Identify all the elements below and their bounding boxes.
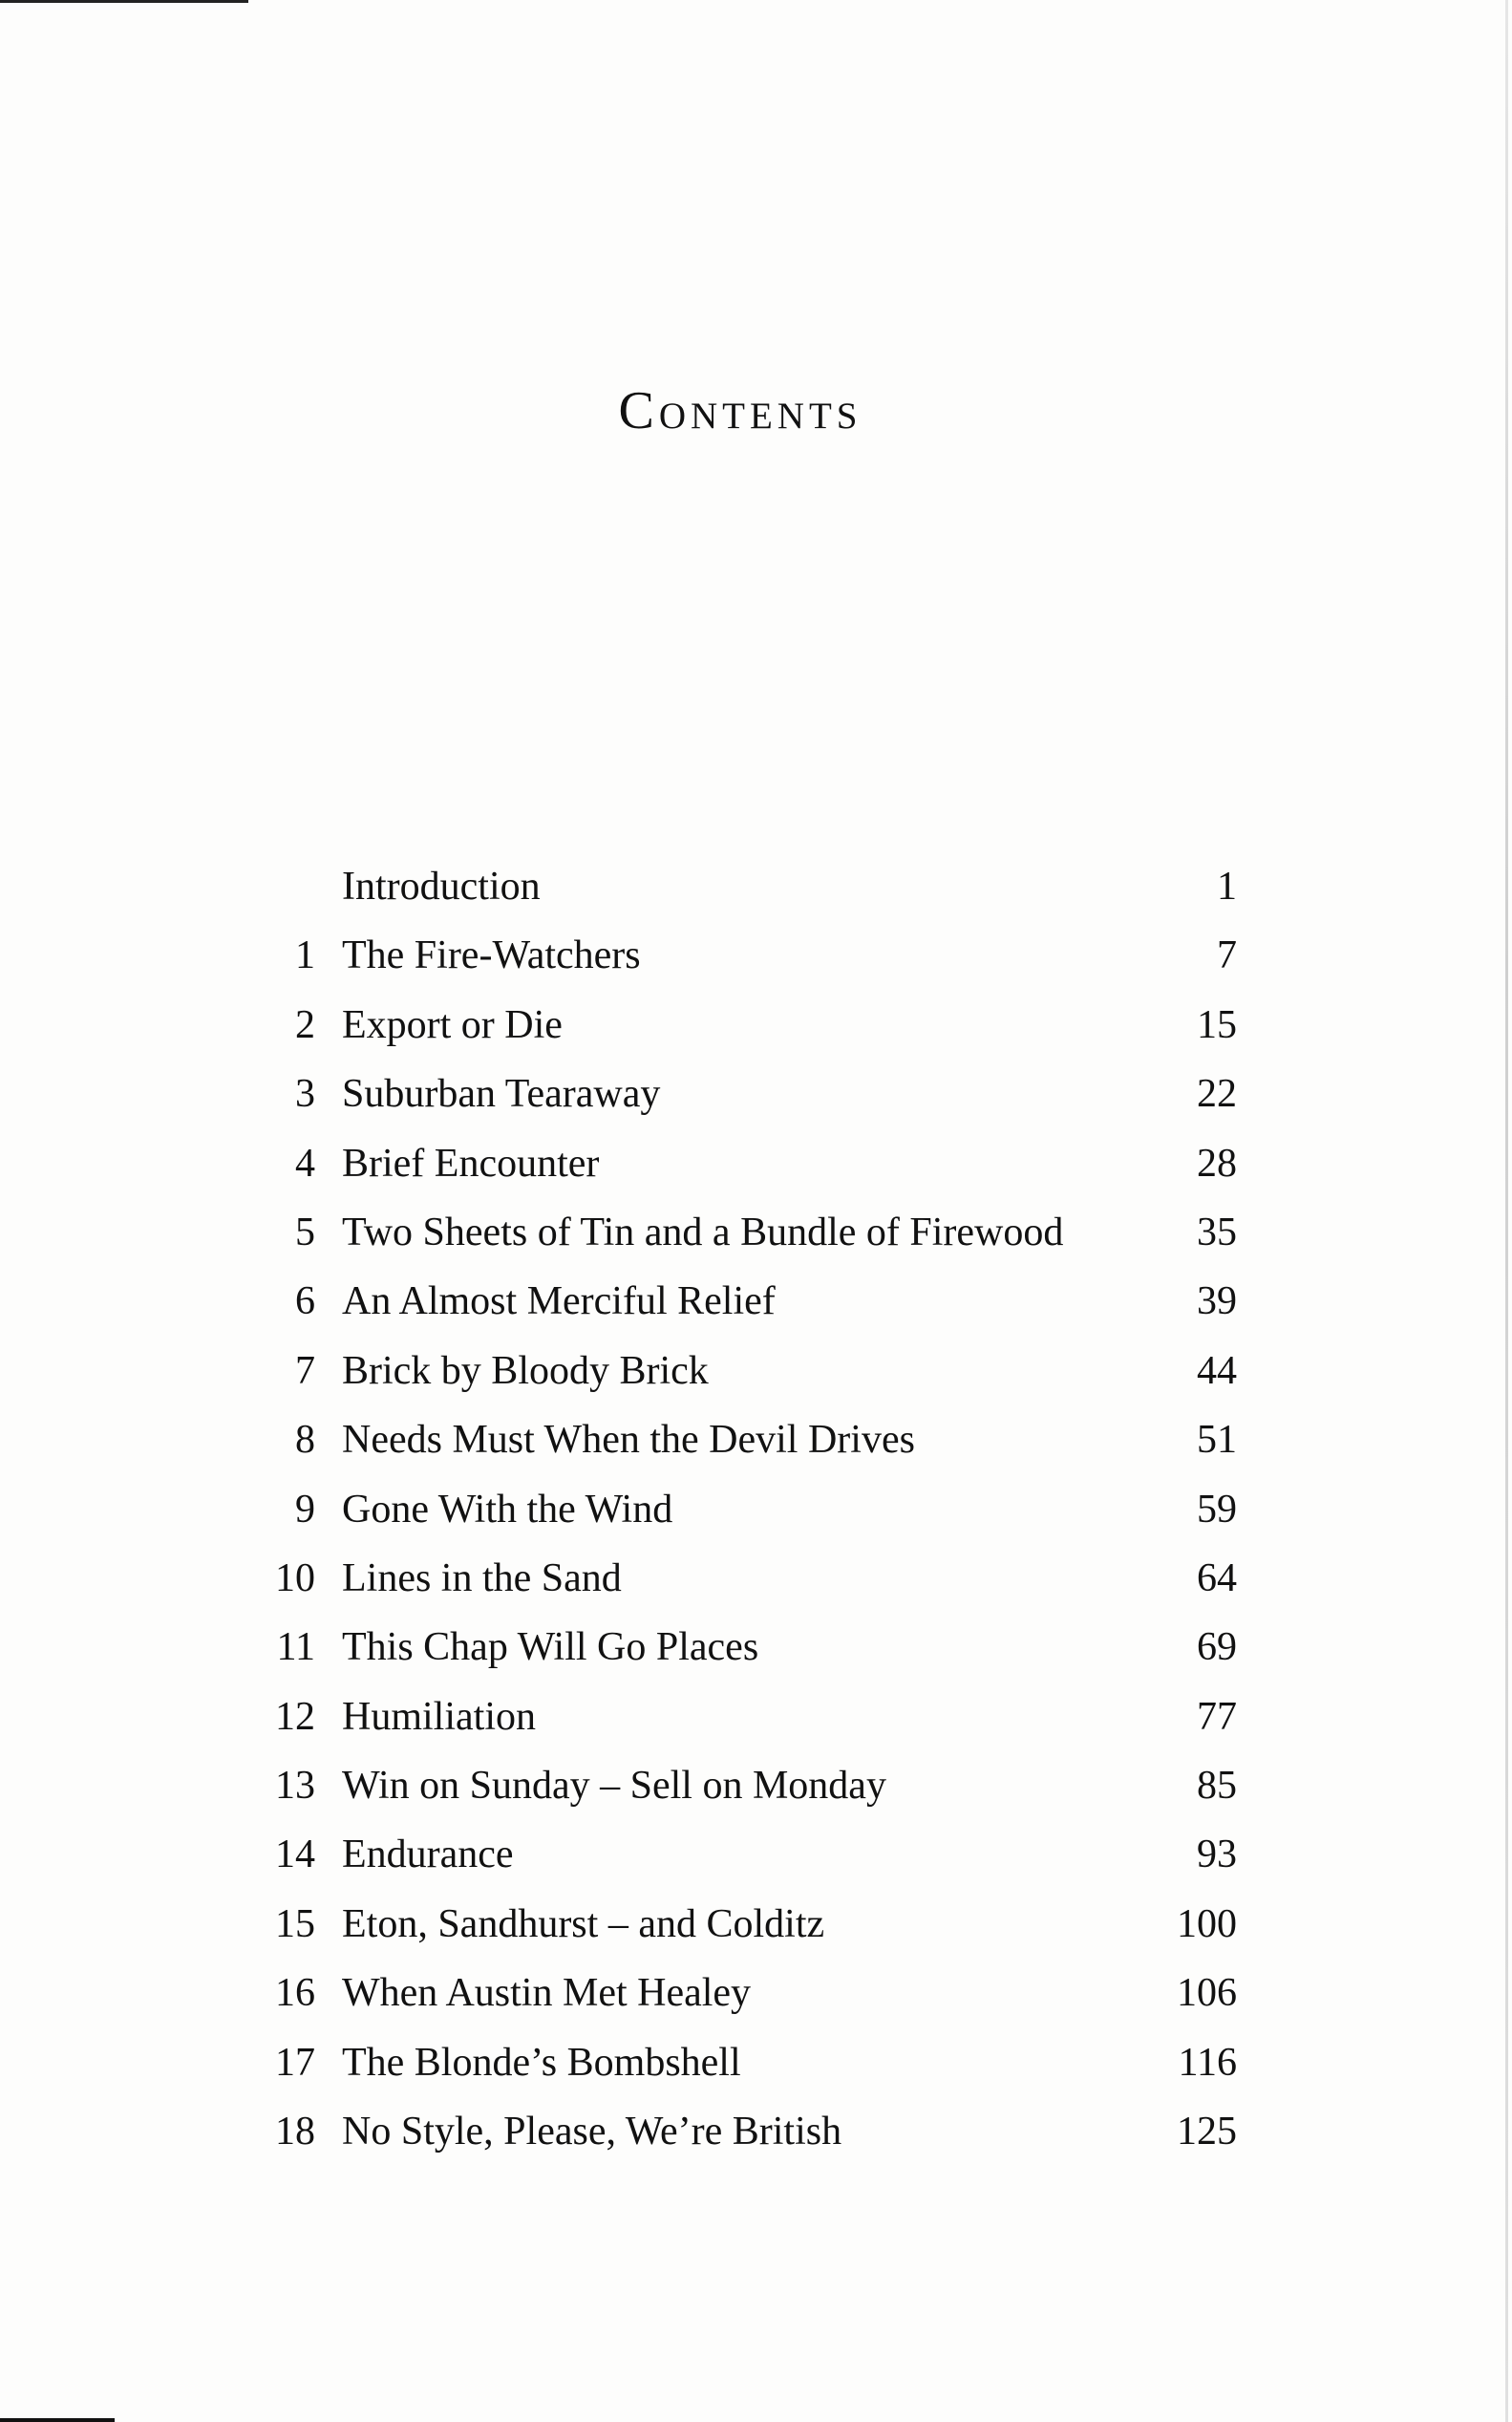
toc-entry <box>229 1613 1237 1682</box>
toc-entry <box>229 1060 1237 1128</box>
page-number: 125 <box>1177 2110 1237 2154</box>
toc-entry <box>229 1475 1237 1544</box>
page-title: Contents <box>618 381 862 440</box>
page-number: 77 <box>1197 1694 1237 1739</box>
toc-entry <box>229 2097 1237 2166</box>
toc-entry <box>229 1959 1237 2027</box>
chapter-title: Endurance <box>342 1833 514 1877</box>
toc-entry <box>229 1129 1237 1198</box>
chapter-title: Introduction <box>342 865 541 909</box>
page-number: 116 <box>1178 2040 1237 2085</box>
toc-entry <box>229 1544 1237 1613</box>
page-number: 35 <box>1197 1210 1237 1254</box>
toc-entry <box>229 1198 1237 1267</box>
chapter-title: Two Sheets of Tin and a Bundle of Firewood <box>342 1210 1064 1254</box>
page-number: 106 <box>1177 1971 1237 2016</box>
page-number: 69 <box>1197 1625 1237 1670</box>
page-number: 39 <box>1197 1279 1237 1324</box>
page-number: 44 <box>1197 1348 1237 1393</box>
chapter-title: Brick by Bloody Brick <box>342 1348 709 1393</box>
chapter-title: No Style, Please, We’re British <box>342 2110 842 2154</box>
chapter-title: The Fire-Watchers <box>342 933 641 978</box>
toc-entry <box>229 1683 1237 1751</box>
chapter-number: 14 <box>275 1833 315 1877</box>
table-of-contents <box>229 852 1237 2166</box>
chapter-number: 9 <box>295 1487 315 1532</box>
chapter-number: 13 <box>275 1764 315 1809</box>
scan-edge-right <box>1505 0 1508 2422</box>
chapter-title: When Austin Met Healey <box>342 1971 752 2016</box>
chapter-number: 10 <box>275 1555 315 1600</box>
chapter-title: The Blonde’s Bombshell <box>342 2040 741 2085</box>
chapter-number: 3 <box>295 1072 315 1117</box>
chapter-number: 2 <box>295 1002 315 1047</box>
toc-entry <box>229 1405 1237 1474</box>
page-number: 59 <box>1197 1487 1237 1532</box>
chapter-title: Suburban Tearaway <box>342 1072 661 1117</box>
chapter-number: 5 <box>295 1210 315 1254</box>
toc-entry <box>229 1267 1237 1336</box>
chapter-number: 11 <box>276 1625 315 1670</box>
toc-entry <box>229 2028 1237 2097</box>
toc-entry <box>229 1820 1237 1889</box>
chapter-title: Lines in the Sand <box>342 1555 622 1600</box>
page-number: 7 <box>1217 933 1237 978</box>
page-number: 15 <box>1197 1002 1237 1047</box>
chapter-number: 7 <box>295 1348 315 1393</box>
page-number: 22 <box>1197 1072 1237 1117</box>
page-number: 1 <box>1217 865 1237 909</box>
page-number: 64 <box>1197 1555 1237 1600</box>
chapter-number: 6 <box>295 1279 315 1324</box>
chapter-title: Eton, Sandhurst – and Colditz <box>342 1901 825 1946</box>
chapter-title: This Chap Will Go Places <box>342 1625 759 1670</box>
page-number: 51 <box>1197 1418 1237 1463</box>
toc-entry <box>229 991 1237 1060</box>
chapter-number: 4 <box>295 1141 315 1186</box>
chapter-number: 16 <box>275 1971 315 2016</box>
chapter-number: 18 <box>275 2110 315 2154</box>
chapter-title: Needs Must When the Devil Drives <box>342 1418 915 1463</box>
toc-entry <box>229 921 1237 990</box>
chapter-title: Brief Encounter <box>342 1141 600 1186</box>
toc-entry <box>229 1751 1237 1820</box>
toc-entry <box>229 1890 1237 1959</box>
toc-entry <box>229 852 1237 921</box>
chapter-title: Gone With the Wind <box>342 1487 673 1532</box>
chapter-number: 15 <box>275 1901 315 1946</box>
chapter-title: Win on Sunday – Sell on Monday <box>342 1764 886 1809</box>
chapter-title: Export or Die <box>342 1002 563 1047</box>
chapter-number: 1 <box>295 933 315 978</box>
chapter-number: 17 <box>275 2040 315 2085</box>
chapter-title: Humiliation <box>342 1694 536 1739</box>
scan-edge-top <box>0 0 248 3</box>
chapter-number: 12 <box>275 1694 315 1739</box>
page-number: 93 <box>1197 1833 1237 1877</box>
scan-edge-bottom <box>0 2418 115 2422</box>
page-number: 28 <box>1197 1141 1237 1186</box>
page-number: 100 <box>1177 1901 1237 1946</box>
toc-entry <box>229 1337 1237 1405</box>
page-number: 85 <box>1197 1764 1237 1809</box>
chapter-title: An Almost Merciful Relief <box>342 1279 776 1324</box>
chapter-number: 8 <box>295 1418 315 1463</box>
